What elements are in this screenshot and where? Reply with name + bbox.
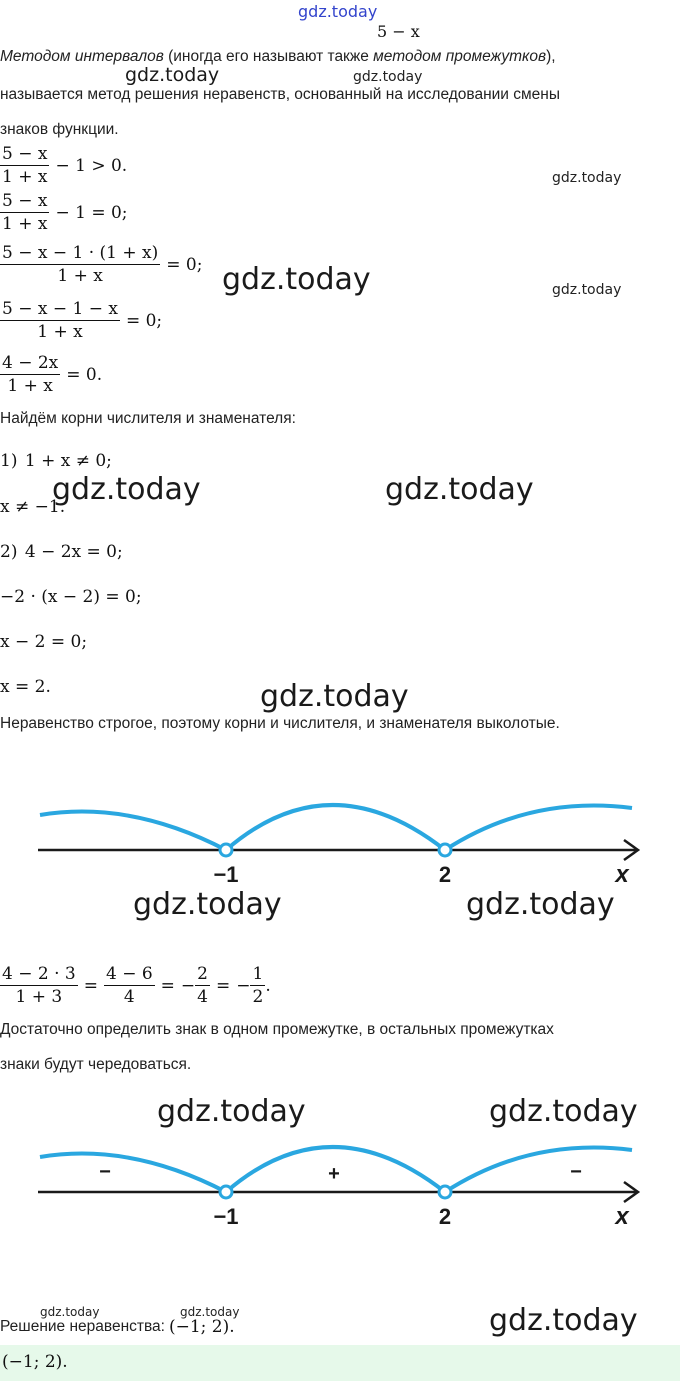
watermark: gdz.today xyxy=(133,887,282,922)
step-1-expr: 1 + x ≠ 0; xyxy=(24,451,112,471)
intro-line-2: называется метод решения неравенств, основанный на исследовании смены xyxy=(0,86,560,103)
watermark: gdz.today xyxy=(40,1305,100,1319)
number-line-1 xyxy=(0,770,680,890)
watermark: gdz.today xyxy=(222,262,371,297)
intro-middle: (иногда его называют также xyxy=(163,48,374,65)
intro-line-3: знаков функции. xyxy=(0,121,119,138)
sign-middle: + xyxy=(328,1163,340,1185)
check-minus-2: − xyxy=(236,975,251,996)
step-2c: x − 2 = 0; xyxy=(0,632,88,652)
label-two: 2 xyxy=(438,1204,452,1229)
step-1b: x ≠ −1. xyxy=(0,497,66,517)
equation-1 xyxy=(0,143,127,188)
check-eq-3: = xyxy=(215,975,231,996)
check-computation xyxy=(0,963,271,1008)
watermark-top: gdz.today xyxy=(298,2,378,21)
number-line-2 xyxy=(0,1112,680,1232)
strict-note: Неравенство строгое, поэтому корни и числителя, и знаменателя выколотые. xyxy=(0,715,560,732)
arc-middle xyxy=(226,805,445,850)
solution-line xyxy=(0,1317,235,1337)
check-f4-den: 2 xyxy=(252,987,264,1007)
step-1 xyxy=(0,451,112,471)
check-f3-num: 2 xyxy=(197,964,208,984)
step-2-label: 2) xyxy=(0,542,18,562)
check-end: . xyxy=(265,975,271,996)
step-2 xyxy=(0,542,123,562)
solution-label: Решение неравенства: xyxy=(0,1318,165,1335)
check-f4-num: 1 xyxy=(252,964,264,984)
check-f1-den: 1 + 3 xyxy=(15,987,63,1007)
intro-term: Методом интервалов xyxy=(0,48,164,65)
eq4-numerator: 5 − x − 1 − x xyxy=(2,299,118,319)
intro-line-1 xyxy=(0,48,556,66)
watermark: gdz.today xyxy=(489,1094,638,1129)
answer-value: (−1; 2). xyxy=(2,1352,68,1372)
watermark: gdz.today xyxy=(489,1303,638,1338)
check-minus-1: − xyxy=(180,975,196,996)
eq2-numerator: 5 − x xyxy=(2,191,48,211)
alt-line-1: Достаточно определить знак в одном промежутке, в остальных промежутках xyxy=(0,1021,554,1038)
label-two: 2 xyxy=(438,862,452,887)
intro-end: ), xyxy=(546,48,556,65)
check-f3-den: 4 xyxy=(197,987,208,1007)
eq2-denominator: 1 + x xyxy=(2,214,48,234)
check-eq-1: = xyxy=(83,975,98,996)
point-two xyxy=(439,844,451,856)
eq5-denominator: 1 + x xyxy=(7,376,53,396)
check-f2-num: 4 − 6 xyxy=(105,964,153,984)
watermark: gdz.today xyxy=(552,282,622,298)
watermark: gdz.today xyxy=(353,69,423,85)
eq1-denominator: 1 + x xyxy=(2,167,48,187)
equation-2 xyxy=(0,190,128,235)
point-two xyxy=(439,1186,451,1198)
label-minus-one: −1 xyxy=(213,1204,239,1229)
eq3-numerator: 5 − x − 1 · (1 + x) xyxy=(2,243,159,263)
step-1-label: 1) xyxy=(0,451,18,471)
arc-right xyxy=(445,1148,632,1192)
watermark: gdz.today xyxy=(466,887,615,922)
watermark: gdz.today xyxy=(125,64,220,86)
eq5-tail: = 0. xyxy=(66,364,103,385)
watermark: gdz.today xyxy=(52,472,201,507)
solution-value: (−1; 2). xyxy=(168,1317,235,1337)
step-2b: −2 · (x − 2) = 0; xyxy=(0,587,142,607)
check-f1-num: 4 − 2 · 3 xyxy=(2,964,76,984)
arc-left xyxy=(40,812,226,850)
eq5-numerator: 4 − 2x xyxy=(2,353,59,373)
step-2d: x = 2. xyxy=(0,677,51,697)
step-2-expr: 4 − 2x = 0; xyxy=(24,542,123,562)
eq4-denominator: 1 + x xyxy=(37,322,83,342)
sign-left: − xyxy=(99,1161,111,1183)
header-fragment: 5 − x xyxy=(377,22,420,41)
eq1-tail: − 1 > 0. xyxy=(55,155,128,176)
eq1-numerator: 5 − x xyxy=(2,144,48,164)
eq3-tail: = 0; xyxy=(166,254,203,275)
roots-heading: Найдём корни числителя и знаменателя: xyxy=(0,410,296,427)
point-minus-one xyxy=(220,1186,232,1198)
answer-bar xyxy=(0,1345,680,1381)
equation-5 xyxy=(0,352,102,397)
intro-term2: методом промежутков xyxy=(373,48,547,65)
eq3-denominator: 1 + x xyxy=(57,266,103,286)
arc-right xyxy=(445,806,632,850)
label-minus-one: −1 xyxy=(213,862,239,887)
eq4-tail: = 0; xyxy=(125,310,163,331)
watermark: gdz.today xyxy=(180,1305,240,1319)
check-f2-den: 4 xyxy=(123,987,135,1007)
watermark: gdz.today xyxy=(552,170,622,186)
eq2-tail: − 1 = 0; xyxy=(55,202,128,223)
sign-right: − xyxy=(570,1161,582,1183)
alt-line-2: знаки будут чередоваться. xyxy=(0,1056,192,1073)
equation-4 xyxy=(0,298,162,343)
check-eq-2: = xyxy=(160,975,175,996)
watermark: gdz.today xyxy=(157,1094,306,1129)
watermark: gdz.today xyxy=(260,679,409,714)
label-x: x xyxy=(615,861,629,888)
point-minus-one xyxy=(220,844,232,856)
label-x: x xyxy=(615,1203,629,1230)
equation-3 xyxy=(0,242,202,287)
watermark: gdz.today xyxy=(385,472,534,507)
arc-left xyxy=(40,1154,226,1192)
